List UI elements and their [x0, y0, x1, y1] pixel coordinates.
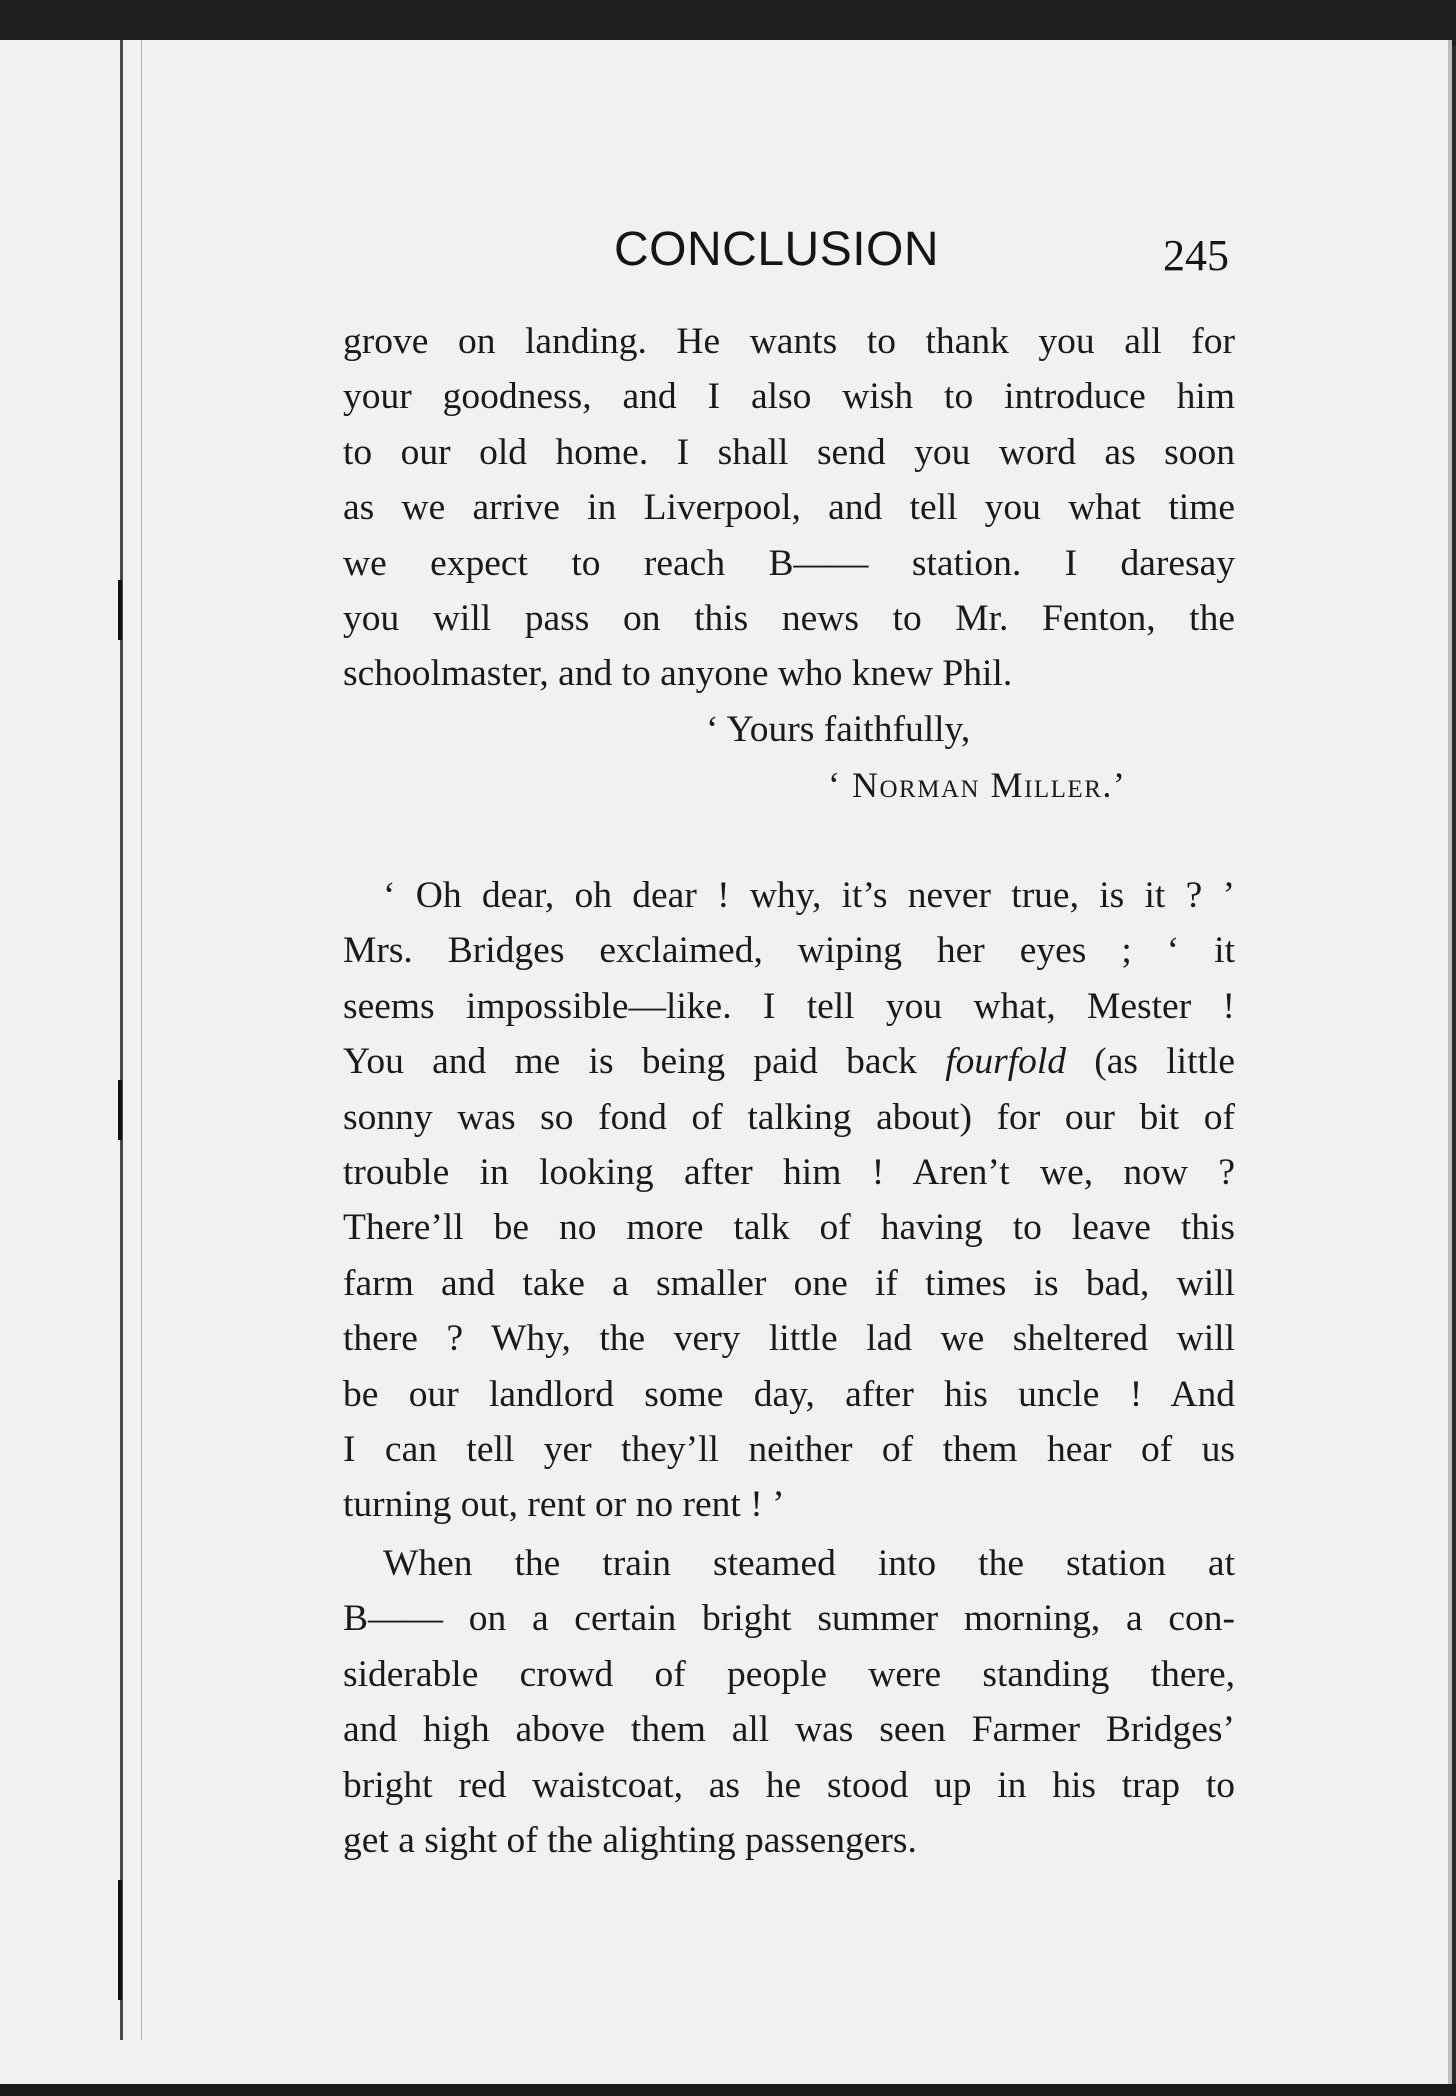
text-line: get a sight of the alighting passengers. — [343, 1819, 917, 1861]
text-line: be our landlord some day, after his uncle ! And — [343, 1373, 1235, 1415]
text-line: grove on landing. He wants to thank you all for — [343, 321, 1235, 362]
binding-mark — [118, 1080, 132, 1140]
letter-closing: ‘ Yours faithfully, — [706, 709, 971, 750]
text-line: sonny was so fond of talking about) for our bit of — [343, 1096, 1235, 1138]
dialogue-paragraph — [343, 868, 1235, 1533]
text-line: bright red waistcoat, as he stood up in his trap to — [343, 1764, 1235, 1806]
text-line: Mrs. Bridges exclaimed, wiping her eyes ; ‘ it — [343, 930, 1235, 972]
text-line: you will pass on this news to Mr. Fenton, the — [343, 597, 1235, 639]
text-line: as we arrive in Liverpool, and tell you what time — [343, 487, 1235, 529]
letter-signature: ‘ Norman Miller.’ — [828, 765, 1127, 805]
text-line: your goodness, and I also wish to introduce him — [343, 376, 1235, 418]
text-line: schoolmaster, and to anyone who knew Phil. — [343, 653, 1013, 695]
text-segment: You and me is being paid back — [343, 1041, 917, 1083]
page-number: 245 — [1163, 231, 1229, 280]
text-line: to our old home. I shall send you word as soon — [343, 431, 1235, 473]
scan-bottom-edge — [0, 2084, 1456, 2096]
text-line: ‘ Oh dear, oh dear ! why, it’s never true, is it ? ’ — [383, 875, 1235, 916]
page-gutter — [120, 40, 142, 2040]
text-line: I can tell yer they’ll neither of them hear of us — [343, 1428, 1235, 1470]
chapter-title: CONCLUSION — [614, 223, 940, 276]
text-line: siderable crowd of people were standing there, — [343, 1653, 1235, 1695]
text-line: there ? Why, the very little lad we sheltered will — [343, 1318, 1235, 1360]
narrative-paragraph — [343, 1536, 1235, 1868]
text-line: When the train steamed into the station at — [383, 1543, 1235, 1584]
italic-word: fourfold — [945, 1041, 1067, 1083]
text-line: There’ll be no more talk of having to leave this — [343, 1207, 1235, 1249]
letter-paragraph — [343, 314, 1235, 702]
text-line: seems impossible—like. I tell you what, Mester ! — [343, 985, 1235, 1027]
text-line: turning out, rent or no rent ! ’ — [343, 1484, 785, 1526]
text-line: we expect to reach B—— station. I daresay — [343, 542, 1235, 584]
text-line-with-italic — [343, 1034, 1235, 1089]
binding-mark — [118, 1880, 132, 2000]
running-head — [0, 222, 1456, 292]
text-line: farm and take a smaller one if times is bad, will — [343, 1262, 1235, 1304]
text-line: and high above them all was seen Farmer Bridges’ — [343, 1709, 1235, 1751]
text-segment: (as little — [1094, 1041, 1236, 1083]
text-line: B—— on a certain bright summer morning, a con- — [343, 1598, 1235, 1640]
binding-mark — [118, 580, 132, 640]
text-line: trouble in looking after him ! Aren’t we, now ? — [343, 1151, 1235, 1193]
